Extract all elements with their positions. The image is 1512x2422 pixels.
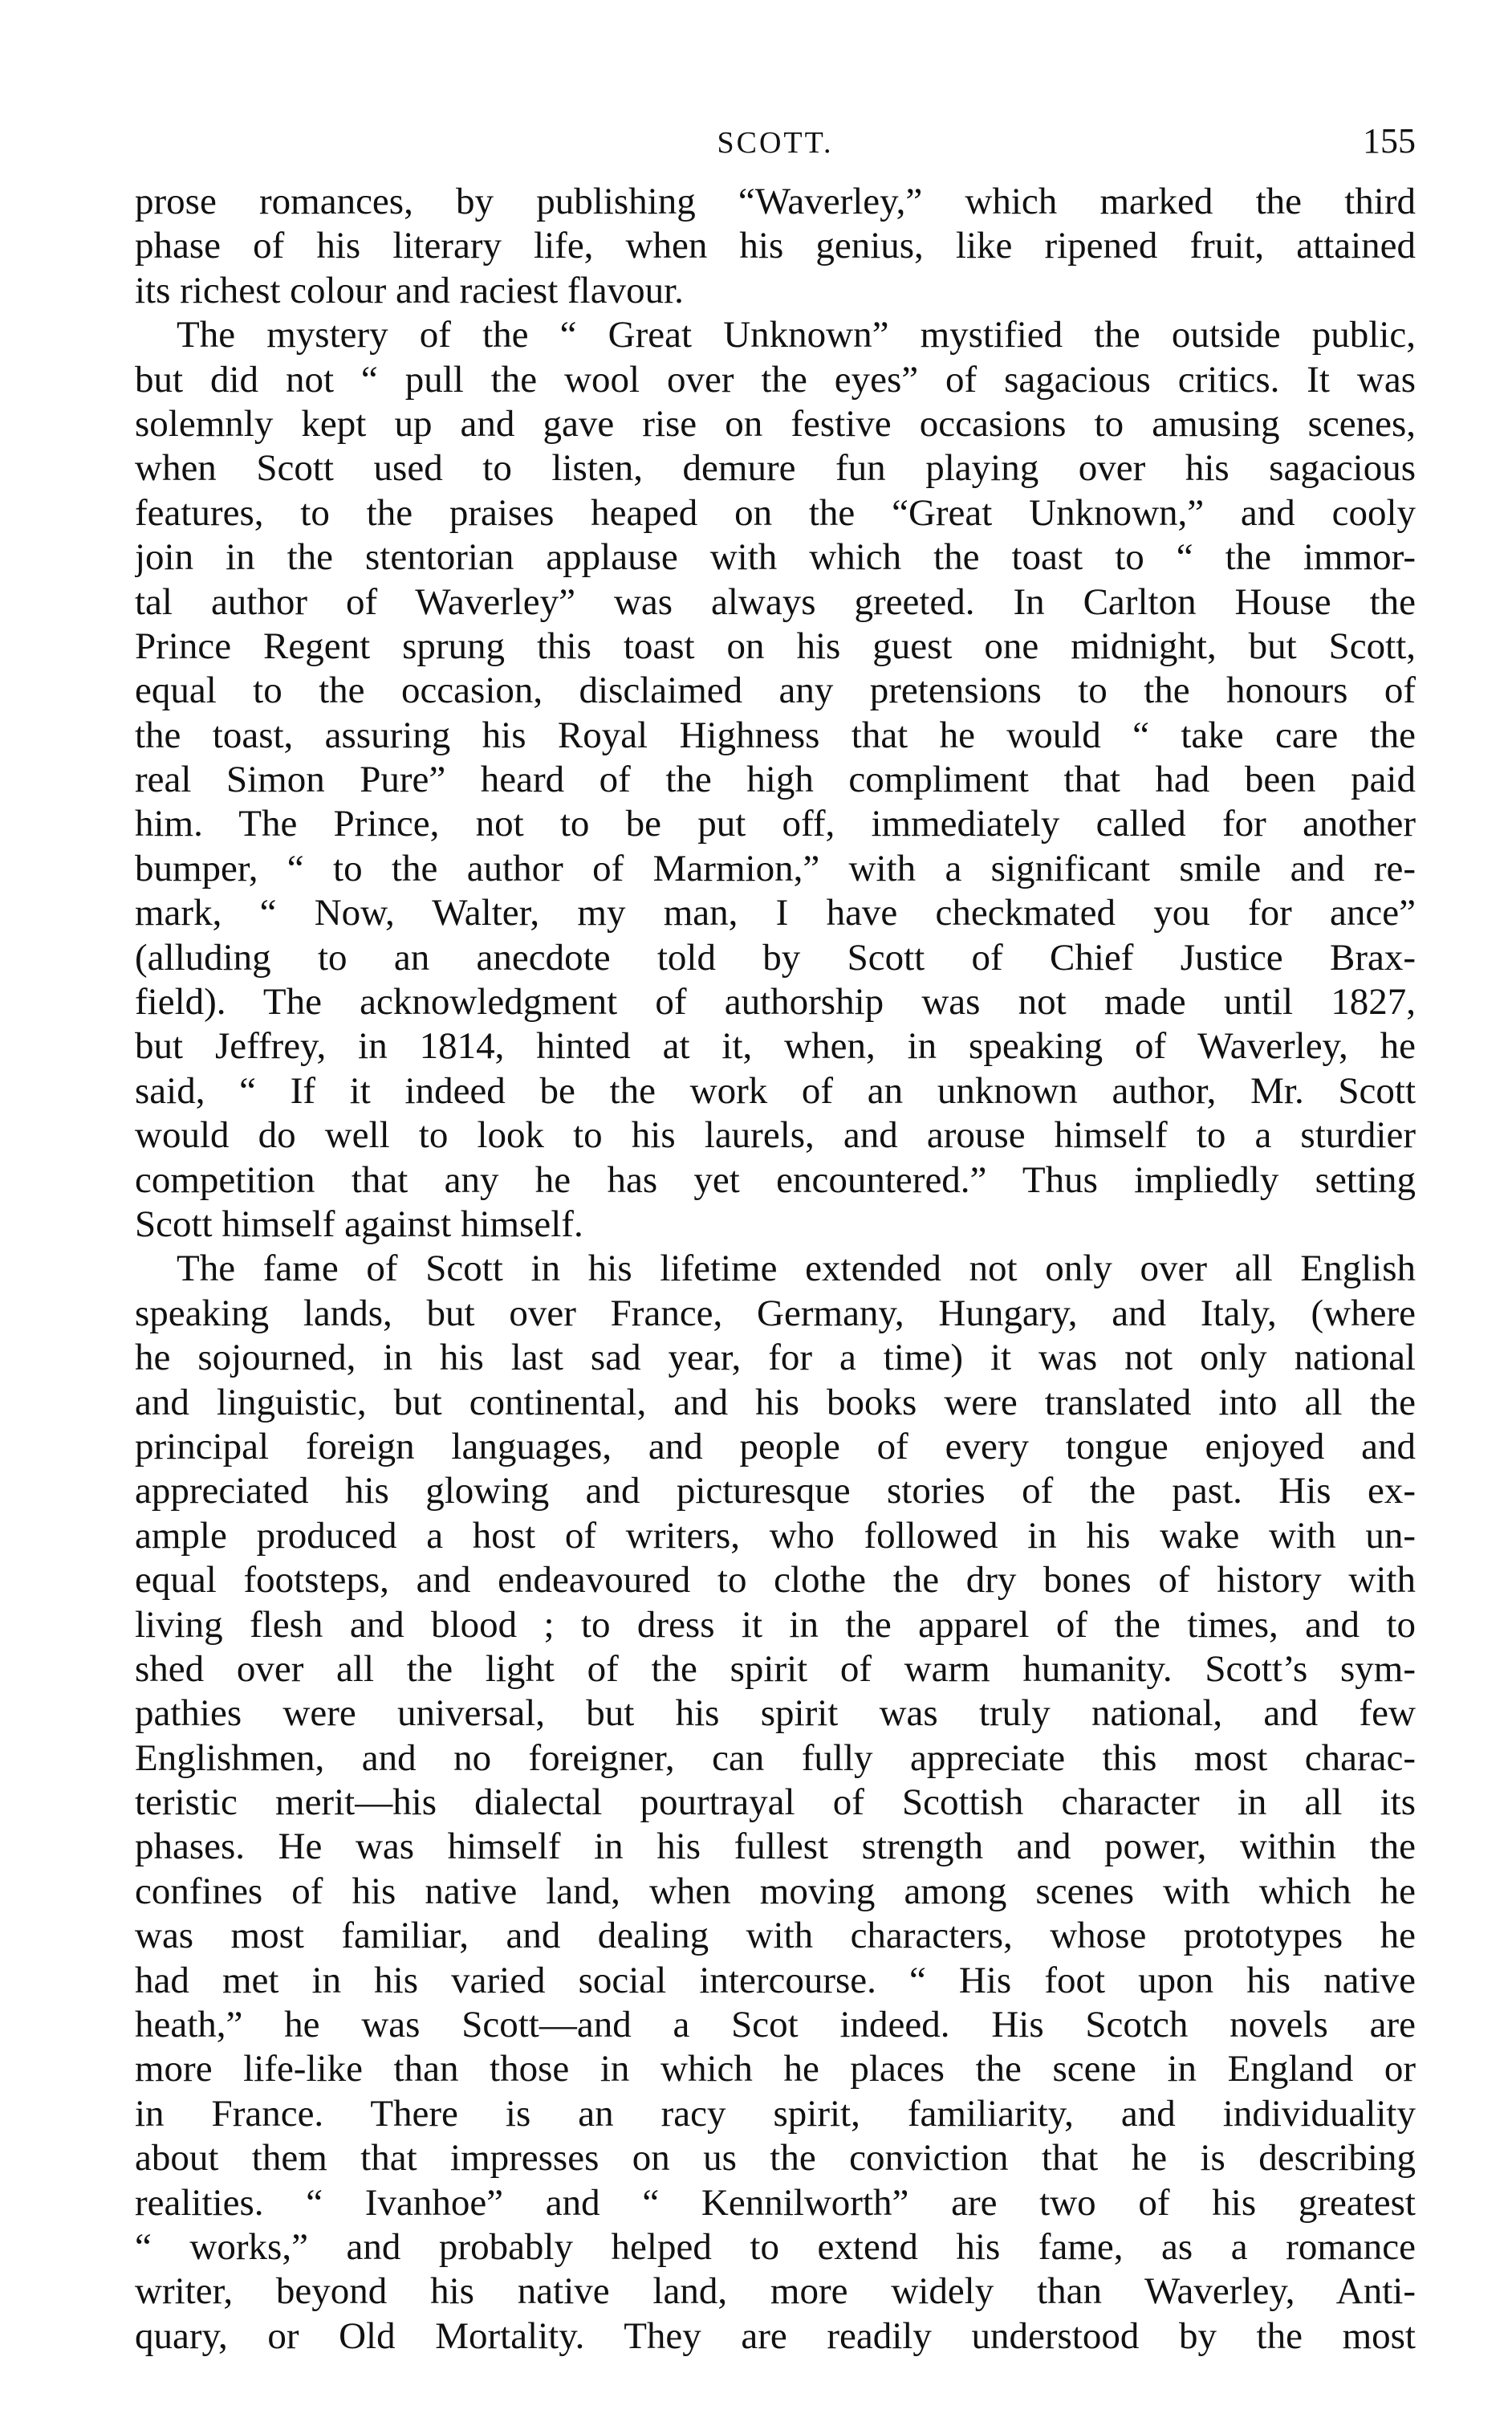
text-line: would do well to look to his laurels, and arouse himself to a sturdier [135,1114,1416,1157]
text-line: Englishmen, and no foreigner, can fully appreciate this most charac- [135,1736,1416,1779]
text-line: tal author of Waverley” was always greeted. In Carlton House the [135,580,1416,623]
running-title: SCOTT. [717,126,834,160]
text-line: he sojourned, in his last sad year, for a time) it was not only national [135,1337,1416,1379]
text-line: phase of his literary life, when his genius, like ripened fruit, attained [135,225,1416,267]
text-line: but Jeffrey, in 1814, hinted at it, when, in speaking of Waverley, he [135,1025,1416,1068]
text-line: quary, or Old Mortality. They are readily understood by the most [135,2314,1416,2357]
text-line: ample produced a host of writers, who followed in his wake with un- [135,1514,1416,1557]
page-number: 155 [1363,121,1416,161]
page-header [135,120,1416,169]
text-line: the toast, assuring his Royal Highness that he would “ take care the [135,714,1416,756]
text-line: had met in his varied social intercourse. “ His foot upon his native [135,1959,1416,2001]
text-body [135,180,1416,2359]
text-line: prose romances, by publishing “Waverley,” which marked the third [135,181,1416,222]
text-line: when Scott used to listen, demure fun playing over his sagacious [135,447,1416,490]
text-line: bumper, “ to the author of Marmion,” with a significant smile and re- [135,847,1416,889]
text-line: competition that any he has yet encountered.” Thus impliedly setting [135,1158,1416,1201]
text-line: but did not “ pull the wool over the eyes” of sagacious critics. It was [135,358,1416,401]
text-line: equal to the occasion, disclaimed any pretensions to the honours of [135,670,1416,712]
text-line: appreciated his glowing and picturesque stories of the past. His ex- [135,1470,1416,1512]
text-line: pathies were universal, but his spirit was truly national, and few [135,1692,1416,1735]
text-line: phases. He was himself in his fullest strength and power, within the [135,1826,1416,1868]
text-line: The fame of Scott in his lifetime extended not only over all English [177,1248,1416,1290]
text-line: “ works,” and probably helped to extend his fame, as a romance [135,2225,1416,2268]
text-line: in France. There is an racy spirit, familiarity, and individuality [135,2092,1416,2135]
text-line: equal footsteps, and endeavoured to clothe the dry bones of history with [135,1559,1416,1602]
text-line: was most familiar, and dealing with characters, whose prototypes he [135,1915,1416,1957]
text-line: writer, beyond his native land, more widely than Waverley, Anti- [135,2270,1416,2313]
text-line: teristic merit—his dialectal pourtrayal of Scottish character in all its [135,1781,1416,1824]
text-line: confines of his native land, when moving among scenes with which he [135,1870,1416,1912]
text-line: living flesh and blood ; to dress it in the apparel of the times, and to [135,1603,1416,1646]
text-line: field). The acknowledgment of authorship was not made until 1827, [135,981,1416,1024]
text-line: speaking lands, but over France, Germany, Hungary, and Italy, (where [135,1292,1416,1334]
text-line: more life-like than those in which he places the scene in England or [135,2048,1416,2090]
text-line: about them that impresses on us the conviction that he is describing [135,2137,1416,2180]
text-line: Scott himself against himself. [135,1203,583,1245]
text-line: The mystery of the “ Great Unknown” mystified the outside public, [177,314,1416,356]
text-line: said, “ If it indeed be the work of an unknown author, Mr. Scott [135,1069,1416,1112]
text-line: and linguistic, but continental, and his books were translated into all the [135,1381,1416,1423]
text-line: mark, “ Now, Walter, my man, I have checkmated you for ance” [135,892,1416,934]
text-line: principal foreign languages, and people of every tongue enjoyed and [135,1425,1416,1467]
text-line: Prince Regent sprung this toast on his guest one midnight, but Scott, [135,625,1416,667]
text-line: its richest colour and raciest flavour. [135,269,684,311]
text-line: join in the stentorian applause with which the toast to “ the immor- [135,536,1416,579]
text-line: real Simon Pure” heard of the high compliment that had been paid [135,759,1416,801]
text-line: features, to the praises heaped on the “Great Unknown,” and cooly [135,491,1416,534]
text-line: (alluding to an anecdote told by Scott of Chief Justice Brax- [135,936,1416,979]
text-line: him. The Prince, not to be put off, immediately called for another [135,803,1416,845]
text-line: shed over all the light of the spirit of warm humanity. Scott’s sym- [135,1647,1416,1690]
text-line: heath,” he was Scott—and a Scot indeed. His Scotch novels are [135,2004,1416,2046]
text-line: solemnly kept up and gave rise on festive occasions to amusing scenes, [135,402,1416,445]
text-line: realities. “ Ivanhoe” and “ Kennilworth” are two of his greatest [135,2181,1416,2224]
